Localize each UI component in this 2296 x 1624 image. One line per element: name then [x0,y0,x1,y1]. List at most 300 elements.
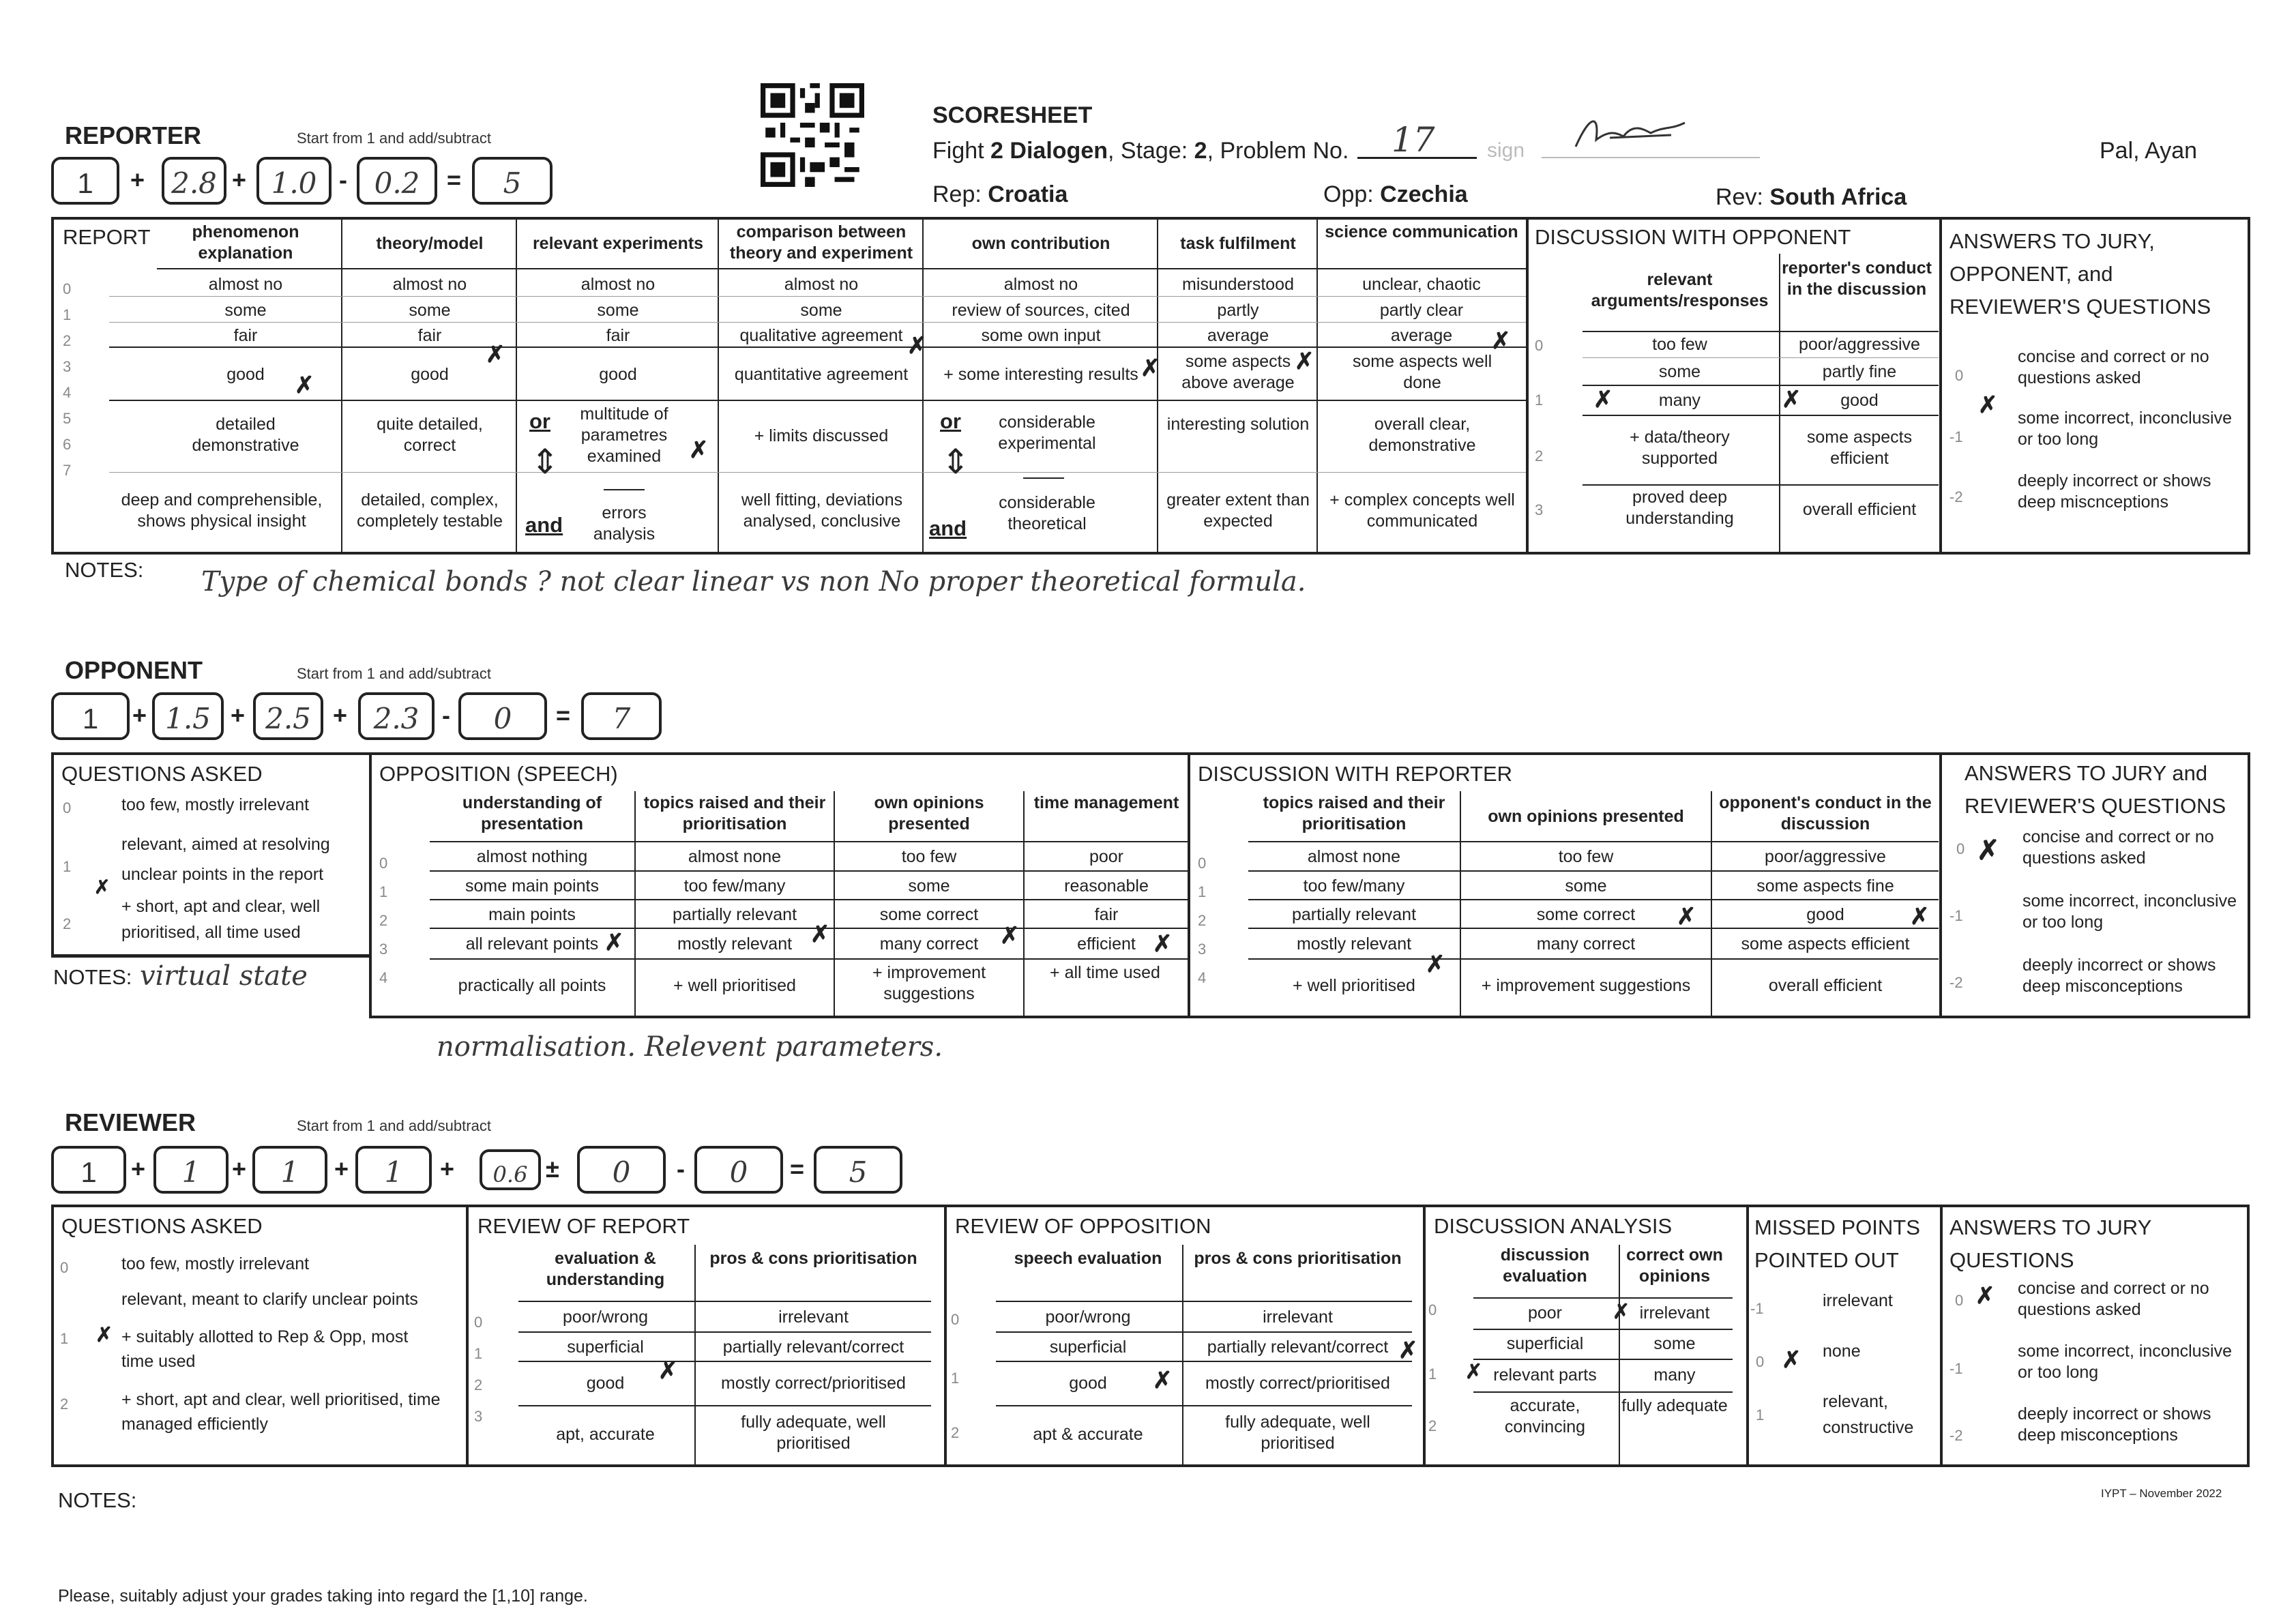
reviewer-grade-total[interactable]: 5 [814,1146,902,1194]
option[interactable]: poor/aggressive [1799,335,1920,354]
score-scale: 0 [1535,337,1544,354]
cross-mark-icon: ✗ [1295,349,1314,374]
cross-mark-icon: ✗ [1593,387,1613,413]
option[interactable]: poor [1527,1303,1563,1323]
row-divider [430,841,1188,842]
fight-label: Fight [932,138,991,164]
cross-mark-icon: ✗ [1910,904,1930,930]
col-head-communication: science communication [1325,222,1518,241]
sheet-title: SCORESHEET [932,102,1093,128]
option[interactable]: mostly relevant [677,934,793,954]
rep-team: Rep: Croatia [932,181,1068,207]
cross-mark-icon: ✗ [658,1358,678,1384]
option[interactable]: deeply incorrect or shows deep misconceptions [2022,956,2216,996]
option[interactable]: almost no [580,275,656,294]
col-head-topics: topics raised and their prioritisation [643,793,826,833]
score-scale: 0 [1956,840,1965,857]
signature-field[interactable] [1542,157,1760,158]
option[interactable]: fair [233,326,258,345]
option[interactable]: partially relevant/correct [1207,1338,1389,1357]
option[interactable]: considerable theoretical [999,493,1095,533]
option[interactable]: some aspects efficient [1741,934,1910,954]
score-scale: 1 [951,1370,960,1387]
col-head-opinions: own opinions presented [1488,807,1684,826]
option[interactable]: + suitably allotted to Rep & Opp, most time used [121,1327,409,1371]
row-divider [1248,928,1939,929]
option[interactable]: deeply incorrect or shows deep miscnceptions [2018,471,2211,512]
option[interactable]: good [1069,1374,1107,1393]
option[interactable]: almost nothing [476,847,588,866]
col-head-contribution: own contribution [971,234,1110,253]
option[interactable]: some [224,301,267,320]
option[interactable]: many correct [879,934,979,954]
score-scale: -1 [1949,907,1963,924]
equals-sign: = [556,701,571,729]
reporter-notes[interactable]: Type of chemical bonds ? not clear linear vs non No proper theoretical formula. [201,566,1306,597]
col-head-correct-opinions: correct own opinions [1626,1245,1723,1286]
option[interactable]: concise and correct or no questions asked [2018,1279,2209,1319]
opponent-grade-speech[interactable]: 2.5 [253,692,323,740]
option[interactable]: mostly correct/prioritised [721,1374,906,1393]
option[interactable]: some aspects above average [1181,352,1295,392]
score-scale: -1 [1949,1360,1963,1377]
option[interactable]: overall clear, demonstrative [1368,415,1476,455]
row-divider [1583,385,1939,386]
score-scale: 2 [951,1424,960,1441]
option[interactable]: average [1207,326,1269,345]
option[interactable]: too few/many [1303,876,1405,896]
option[interactable]: some main points [465,876,599,896]
option[interactable]: too few, mostly irrelevant [121,1254,310,1273]
option[interactable]: + short, apt and clear, well prioritised, all time used [121,897,321,942]
option[interactable]: good [411,365,449,384]
opponent-grade-base[interactable]: 1 [51,692,130,740]
option[interactable]: superficial [567,1338,644,1357]
row-divider [1248,958,1939,960]
score-scale: 0 [1756,1353,1765,1370]
reviewer-hint: Start from 1 and add/subtract [297,1117,491,1134]
cross-mark-icon: ✗ [1426,951,1445,977]
notes-label: NOTES: [65,558,144,582]
reporter-grade-report[interactable]: 2.8 [162,157,226,205]
option[interactable]: superficial [1049,1338,1127,1357]
cross-mark-icon: ✗ [94,876,111,898]
col-head-task: task fulfilment [1180,234,1296,253]
cross-mark-icon: ✗ [1782,1347,1801,1373]
reporter-grade-total[interactable]: 5 [472,157,553,205]
notes-label: NOTES: [53,965,132,989]
option[interactable]: some [908,876,950,896]
row-divider [518,1361,931,1362]
col-head-evaluation: evaluation & understanding [546,1249,665,1289]
option[interactable]: relevant, meant to clarify unclear points [121,1290,418,1309]
reviewer-grade-answers[interactable]: 0 [694,1146,783,1194]
reviewer-grade-questions[interactable]: 1 [153,1146,229,1194]
opponent-notes-2[interactable]: normalisation. Relevent parameters. [437,1031,943,1063]
row-divider [109,400,1527,401]
minus-sign: - [442,701,450,729]
option[interactable]: some [1658,362,1701,381]
option[interactable]: some correct [1536,905,1636,924]
option[interactable]: some own input [981,326,1101,345]
option[interactable]: practically all points [458,976,606,995]
problem-number-field[interactable] [1357,120,1477,160]
option[interactable]: + data/theory supported [1630,428,1730,468]
row-divider [518,1405,931,1406]
option[interactable]: partially relevant [672,905,797,924]
review-opposition-title: REVIEW OF OPPOSITION [955,1214,1211,1238]
opponent-grade-questions[interactable]: 1.5 [152,692,224,740]
plus-minus-sign: ± [546,1155,559,1183]
plus-sign: + [334,1155,349,1183]
score-scale: 0 [60,1259,69,1276]
option[interactable]: unclear, chaotic [1362,275,1481,294]
missed-points-title: MISSED POINTS POINTED OUT [1754,1215,1920,1272]
equals-sign: = [447,166,462,194]
option[interactable]: too few [1652,335,1707,354]
col-head-conduct: reporter's conduct in the discussion [1782,259,1932,299]
plus-sign: + [333,701,348,729]
option[interactable]: fully adequate, well prioritised [741,1413,886,1453]
reporter-title: REPORTER [65,121,202,149]
option[interactable]: review of sources, cited [952,301,1130,320]
cross-mark-icon: ✗ [810,921,830,947]
option[interactable]: some [1653,1334,1696,1353]
score-scale: 2 [60,1396,69,1413]
version-label: IYPT – November 2022 [2101,1487,2222,1500]
option[interactable]: superficial [1506,1334,1584,1353]
option[interactable]: proved deep understanding [1625,488,1734,528]
reviewer-grade-base[interactable]: 1 [51,1146,126,1194]
option[interactable]: poor [1089,847,1124,866]
option[interactable]: some [1565,876,1607,896]
option[interactable]: apt & accurate [1033,1425,1143,1444]
option[interactable]: some correct [879,905,979,924]
discussion-analysis-title: DISCUSSION ANALYSIS [1434,1214,1673,1238]
option[interactable]: many [1653,1365,1696,1385]
score-scale: 3 [1535,501,1544,518]
opp-team: Opp: Czechia [1323,181,1468,207]
option[interactable]: + all time used [1050,963,1160,982]
col-head-pros-cons: pros & cons prioritisation [1194,1249,1402,1268]
fight-number: 2 [990,138,1003,164]
col-head-theory: theory/model [376,234,484,253]
option[interactable]: considerable experimental [998,413,1096,453]
option[interactable]: irrelevant [778,1308,849,1327]
option[interactable]: too few [1558,847,1614,866]
option[interactable]: some aspects fine [1756,876,1894,896]
col-head-arguments: relevant arguments/responses [1591,270,1769,310]
row-divider [109,472,1527,473]
cross-mark-icon: ✗ [1613,1301,1630,1323]
option[interactable]: many correct [1536,934,1636,954]
option[interactable]: deeply incorrect or shows deep misconceptions [2018,1404,2211,1445]
option[interactable]: relevant, aimed at resolving unclear points in the report [121,835,330,884]
option[interactable]: poor/aggressive [1765,847,1886,866]
score-scale: 0 [63,799,72,816]
row-divider [1473,1297,1733,1299]
cross-mark-icon: ✗ [604,930,624,956]
updown-arrow-icon: ⇕ [941,443,970,481]
option[interactable]: efficient [1077,934,1136,954]
score-scale: 0 [951,1311,960,1328]
score-scale: 0 1 2 3 [474,1314,483,1425]
opponent-grade-answers[interactable]: 0 [458,692,547,740]
fight-line [932,138,1349,164]
or-label: or [529,409,550,433]
updown-arrow-icon: ⇕ [531,443,559,481]
reviewer-title: REVIEWER [65,1108,196,1136]
row-divider [109,322,1527,323]
score-scale: -2 [1949,488,1963,505]
option[interactable]: good [586,1374,625,1393]
row-divider [518,1331,931,1333]
option[interactable]: + complex concepts well communicated [1329,490,1515,531]
option[interactable]: errors analysis [593,503,656,544]
answers-title: ANSWERS TO JURY and REVIEWER'S QUESTIONS [1964,761,2226,818]
option[interactable]: apt, accurate [556,1425,655,1444]
cross-mark-icon: ✗ [1398,1338,1418,1363]
option[interactable]: too few, mostly irrelevant [121,795,310,814]
col-head-phenomenon: phenomenon explanation [192,222,299,263]
option[interactable]: relevant, constructive [1823,1392,1914,1437]
option[interactable]: some [597,301,639,320]
option[interactable]: partially relevant [1291,905,1417,924]
option[interactable]: some aspects well done [1352,352,1492,392]
cross-mark-icon: ✗ [95,1324,113,1346]
row-divider [1473,1329,1733,1330]
reporter-grade-answers[interactable]: 0.2 [357,157,437,205]
option[interactable]: mostly correct/prioritised [1205,1374,1390,1393]
score-scale: 1 [1756,1406,1765,1423]
option[interactable]: relevant parts [1493,1365,1597,1385]
footer-hint: Please, suitably adjust your grades taking into regard the [1,10] range. [58,1586,588,1606]
questions-title: QUESTIONS ASKED [61,762,263,786]
option[interactable]: average [1390,326,1453,345]
option[interactable]: poor/wrong [1045,1308,1131,1327]
score-scale: 2 [1535,447,1544,464]
option[interactable]: fully adequate, well prioritised [1225,1413,1370,1453]
row-divider [51,955,372,958]
reviewer-grade-discussion[interactable]: 0.6 [480,1149,541,1190]
option[interactable]: + improvement suggestions [1481,976,1691,995]
row-divider [518,1301,931,1302]
stage-number: 2 [1194,138,1207,164]
option[interactable]: quantitative agreement [734,365,909,384]
option[interactable]: irrelevant [1263,1308,1333,1327]
option[interactable]: some incorrect, inconclusive or too long [2018,409,2233,449]
option[interactable]: detailed, complex, completely testable [356,490,503,531]
option[interactable]: fully adequate [1621,1396,1728,1415]
row-divider [1583,415,1939,416]
questions-title: QUESTIONS ASKED [61,1214,263,1238]
option[interactable]: + improvement suggestions [872,963,986,1003]
option[interactable]: + some interesting results [943,365,1138,384]
problem-number: 17 [1392,120,1435,160]
row-divider [430,928,1188,929]
option[interactable]: some [800,301,842,320]
option[interactable]: + well prioritised [1293,976,1415,995]
col-head-opinions: own opinions presented [874,793,984,833]
option[interactable]: greater extent than expected [1166,490,1310,531]
option[interactable]: fair [606,326,630,345]
option[interactable]: main points [488,905,576,924]
option[interactable]: qualitative agreement [739,326,903,345]
option[interactable]: interesting solution [1166,415,1310,434]
cross-mark-icon: ✗ [1782,387,1801,413]
option[interactable]: partly clear [1379,301,1464,320]
cross-mark-icon: ✗ [1153,1368,1173,1393]
cross-mark-icon: ✗ [1978,392,1998,418]
option[interactable]: poor/wrong [562,1308,649,1327]
option[interactable]: too few [901,847,957,866]
notes-label: NOTES: [58,1488,137,1512]
row-divider [430,958,1188,960]
option[interactable]: multitude of parametres examined [580,404,668,466]
equals-sign: = [790,1155,805,1183]
row-divider [996,1361,1412,1362]
score-scale: 2 [63,915,72,932]
cross-mark-icon: ✗ [907,333,927,359]
juror-name: Pal, Ayan [2100,138,2198,164]
divider [1023,477,1064,479]
option[interactable]: quite detailed, correct [377,415,483,455]
row-divider [1248,870,1939,872]
reporter-grade-discussion[interactable]: 1.0 [256,157,332,205]
row-divider [1583,484,1939,486]
row-divider [1583,357,1939,358]
option[interactable]: all relevant points [465,934,599,954]
signature [1569,109,1692,157]
col-head-time: time management [1033,793,1179,812]
plus-sign: + [231,701,246,729]
option[interactable]: overall efficient [1768,976,1883,995]
col-head-pros-cons: pros & cons prioritisation [709,1249,917,1268]
reviewer-grade-review-opposition[interactable]: 1 [355,1146,432,1194]
and-label: and [929,516,967,540]
score-scale: 0 [1955,1292,1964,1309]
col-head-topics: topics raised and their prioritisation [1263,793,1445,833]
option[interactable]: none [1823,1342,1861,1361]
row-divider [1248,841,1939,842]
option[interactable]: good [599,365,637,384]
qr-code [761,83,864,187]
divider [604,489,645,490]
option[interactable]: almost no [208,275,283,294]
option[interactable]: good [1840,391,1879,410]
option[interactable]: mostly relevant [1296,934,1412,954]
score-scale: 0 1 2 3 4 [1198,855,1207,986]
row-divider [430,899,1188,900]
option[interactable]: concise and correct or no questions asked [2022,827,2214,868]
option[interactable]: many [1658,391,1701,410]
cross-mark-icon: ✗ [1975,1283,1995,1309]
option[interactable]: almost no [1003,275,1078,294]
score-scale: 1 [60,1330,69,1347]
plus-sign: + [131,1155,146,1183]
option[interactable]: good [1806,905,1844,924]
cross-mark-icon: ✗ [1465,1361,1483,1383]
col-head-understanding: understanding of presentation [462,793,602,833]
option[interactable]: + well prioritised [673,976,796,995]
option[interactable]: concise and correct or no questions asked [2018,347,2209,387]
cross-mark-icon: ✗ [1977,836,2000,866]
opponent-grade-discussion[interactable]: 2.3 [358,692,435,740]
row-divider [1473,1359,1733,1360]
plus-sign: + [440,1155,455,1183]
option[interactable]: misunderstood [1182,275,1294,294]
opponent-grade-total[interactable]: 7 [581,692,662,740]
row-divider [1248,899,1939,900]
report-title: REPORT [63,225,151,249]
option[interactable]: some incorrect, inconclusive or too long [2022,891,2237,932]
column-divider [1779,254,1780,555]
option[interactable]: + limits discussed [754,426,889,445]
option[interactable]: almost no [392,275,467,294]
row-divider [996,1405,1412,1406]
option[interactable]: some aspects efficient [1806,428,1913,468]
sign-label: sign [1487,139,1525,162]
row-divider [157,268,1527,269]
review-report-title: REVIEW OF REPORT [477,1214,690,1238]
cross-mark-icon: ✗ [1000,923,1020,949]
score-scale: 0 1 2 3 4 [379,855,388,986]
row-divider [1473,1391,1733,1393]
option[interactable]: partially relevant/correct [722,1338,904,1357]
reviewer-grade-missed[interactable]: 0 [577,1146,666,1194]
row-divider [996,1331,1412,1333]
plus-sign: + [132,701,147,729]
col-head-comparison: comparison between theory and experiment [729,222,913,263]
speech-title: OPPOSITION (SPEECH) [379,762,618,786]
rev-team: Rev: South Africa [1716,184,1907,210]
option[interactable]: partly [1217,301,1259,320]
option[interactable]: irrelevant [1639,1303,1710,1323]
col-head-discussion-evaluation: discussion evaluation [1500,1245,1590,1286]
opponent-hint: Start from 1 and add/subtract [297,665,491,682]
score-scale: 0 1 2 3 4 5 6 7 [63,280,72,479]
reviewer-grade-review-report[interactable]: 1 [252,1146,327,1194]
option[interactable]: deep and comprehensible, shows physical insight [121,490,323,531]
option[interactable]: almost no [784,275,859,294]
opponent-notes[interactable]: virtual state [140,960,308,992]
option[interactable]: irrelevant [1823,1291,1893,1310]
option[interactable]: too few/many [683,876,786,896]
option[interactable]: fair [417,326,442,345]
row-divider [109,296,1527,297]
option[interactable]: some incorrect, inconclusive or too long [2018,1342,2233,1382]
discussion-title: DISCUSSION WITH OPPONENT [1535,225,1851,249]
option[interactable]: almost none [1307,847,1401,866]
option[interactable]: some [409,301,451,320]
score-scale: 1 [63,858,72,875]
reporter-grade-base[interactable]: 1 [51,157,119,205]
option[interactable]: + short, apt and clear, well prioritised, time managed efficiently [121,1390,441,1434]
option[interactable]: good [226,365,265,384]
col-head-speech-evaluation: speech evaluation [1014,1249,1162,1268]
option[interactable]: accurate, convincing [1504,1396,1586,1436]
option[interactable]: fair [1094,905,1119,924]
option[interactable]: well fitting, deviations analysed, conclusive [741,490,903,531]
option[interactable]: almost none [688,847,782,866]
score-scale: -2 [1949,974,1963,991]
option[interactable]: overall efficient [1802,500,1917,519]
or-label: or [940,409,961,433]
option[interactable]: partly fine [1822,362,1897,381]
fight-group: Dialogen [1010,138,1108,164]
option[interactable]: reasonable [1064,876,1149,896]
option[interactable]: detailed demonstrative [192,415,299,455]
